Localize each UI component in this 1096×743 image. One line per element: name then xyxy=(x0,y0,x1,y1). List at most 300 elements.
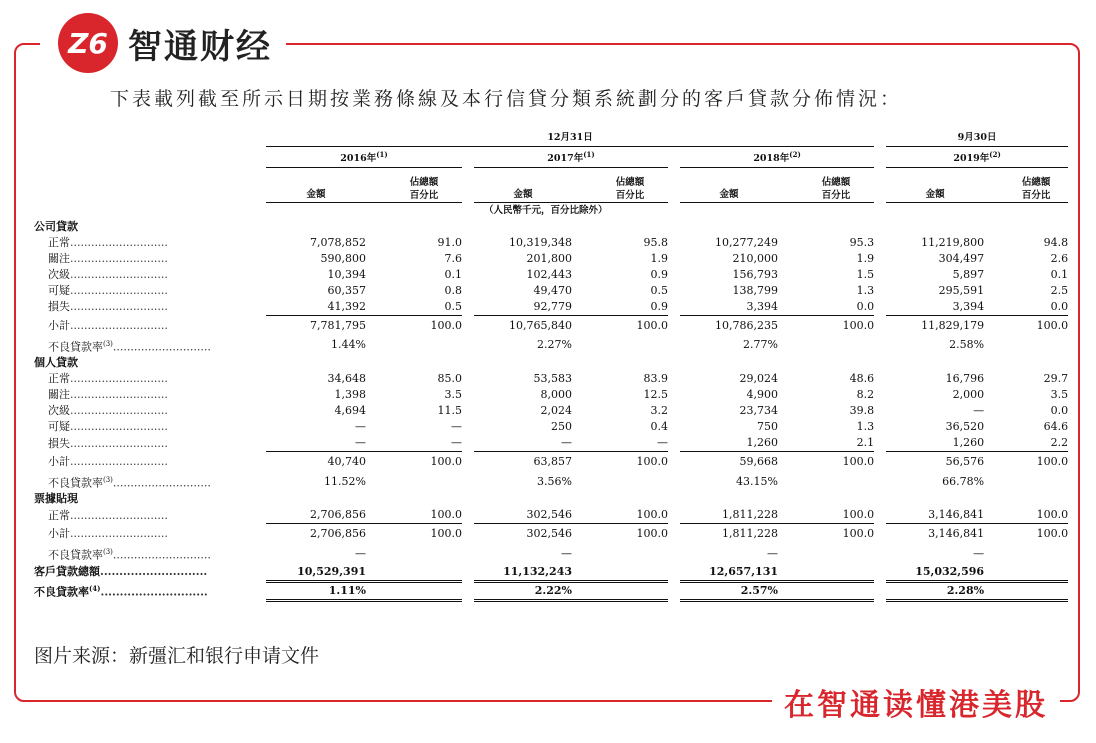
row-label xyxy=(34,564,266,582)
table-cell xyxy=(874,581,886,601)
npl-rate-cell: 2.58% xyxy=(949,338,985,352)
pct-header-line1: 佔總額 xyxy=(1021,177,1051,189)
pct-header-line1: 佔總額 xyxy=(615,177,645,189)
percent-cell: 1.9 xyxy=(856,252,875,266)
percent-cell: 100.0 xyxy=(842,508,875,522)
table-cell xyxy=(572,355,668,371)
npl-spacer xyxy=(984,336,1068,356)
table-cell xyxy=(462,203,474,220)
table-cell xyxy=(668,524,680,544)
percent-cell: 29.7 xyxy=(1043,372,1069,386)
amount-cell: 10,765,840 xyxy=(474,316,572,336)
percent-cell: — xyxy=(451,436,462,450)
leader-dots: ............................ xyxy=(70,454,168,468)
subtotal-row xyxy=(34,524,1068,544)
pct-header-line2: 百分比 xyxy=(821,190,851,202)
amount-cell: 63,857 xyxy=(474,452,572,472)
table-cell xyxy=(874,203,886,220)
table-cell xyxy=(462,168,474,203)
table-cell xyxy=(34,168,266,203)
table-row xyxy=(34,419,1068,435)
amount-cell: 250 xyxy=(551,420,572,434)
npl-spacer xyxy=(572,544,668,564)
percent-column-header xyxy=(366,168,462,203)
amount-cell: 7,078,852 xyxy=(310,236,366,250)
table-cell xyxy=(874,283,886,299)
table-cell xyxy=(874,219,886,235)
percent-cell: 3.5 xyxy=(444,388,462,402)
table-cell xyxy=(462,507,474,524)
unit-note-row xyxy=(34,203,1068,220)
npl-rate-row xyxy=(34,544,1068,564)
year-header xyxy=(680,147,874,168)
npl-spacer xyxy=(572,581,668,601)
table-cell xyxy=(874,507,886,524)
percent-cell: 100.0 xyxy=(572,452,668,472)
table-row xyxy=(34,507,1068,524)
table-cell xyxy=(462,564,474,582)
amount-cell: 3,394 xyxy=(952,300,985,314)
table-cell xyxy=(874,472,886,492)
total-amount-cell: 10,529,391 xyxy=(266,564,366,582)
npl-spacer xyxy=(572,472,668,492)
row-label-text: 不良貸款率 xyxy=(48,476,103,490)
percent-cell: 94.8 xyxy=(1043,236,1069,250)
table-cell xyxy=(984,219,1068,235)
percent-column-header xyxy=(778,168,874,203)
table-cell xyxy=(778,355,874,371)
amount-cell: 4,694 xyxy=(334,404,366,418)
percent-cell: 1.3 xyxy=(856,284,875,298)
row-label-text: 次級 xyxy=(48,268,70,282)
leader-dots: ............................ xyxy=(70,508,168,522)
amount-cell: 4,900 xyxy=(746,388,778,402)
header-column-row xyxy=(34,168,1068,203)
table-row xyxy=(34,267,1068,283)
amount-cell: — xyxy=(355,420,366,434)
table-cell xyxy=(668,283,680,299)
table-cell xyxy=(874,435,886,452)
year-header xyxy=(886,147,1068,168)
npl-spacer xyxy=(778,472,874,492)
percent-cell: 91.0 xyxy=(437,236,462,250)
row-label xyxy=(34,435,266,452)
percent-cell: 8.2 xyxy=(856,388,875,402)
table-cell xyxy=(668,564,680,582)
table-cell xyxy=(462,299,474,316)
table-cell xyxy=(462,452,474,472)
table-cell xyxy=(874,147,886,168)
amount-cell: 2,024 xyxy=(540,404,572,418)
amount-cell: 3,146,841 xyxy=(886,524,984,544)
table-cell xyxy=(462,267,474,283)
row-label xyxy=(34,235,266,251)
row-label xyxy=(34,371,266,387)
leader-dots: ............................ xyxy=(70,300,168,314)
table-cell xyxy=(874,355,886,371)
amount-cell: 10,319,348 xyxy=(509,236,572,250)
table-cell xyxy=(668,452,680,472)
amount-cell: 156,793 xyxy=(732,268,778,282)
year-label: 2018年 xyxy=(753,153,790,165)
percent-cell: 0.8 xyxy=(444,284,462,298)
table-cell xyxy=(874,251,886,267)
npl-rate-cell: 2.77% xyxy=(743,338,778,352)
amount-cell: — xyxy=(561,436,572,450)
percent-cell: 0.9 xyxy=(650,300,668,314)
percent-cell: 85.0 xyxy=(437,372,462,386)
table-cell xyxy=(874,491,886,507)
percent-cell: 100.0 xyxy=(778,316,874,336)
leader-dots: ............................ xyxy=(70,388,168,402)
slogan-part-b: 读懂港美股 xyxy=(883,688,1048,723)
pct-header-line1: 佔總額 xyxy=(409,177,439,189)
section-title-row xyxy=(34,491,1068,507)
row-label xyxy=(34,267,266,283)
row-label xyxy=(34,419,266,435)
table-row xyxy=(34,435,1068,452)
amount-cell: 59,668 xyxy=(680,452,778,472)
percent-cell: 0.9 xyxy=(650,268,668,282)
leader-dots: ............................ xyxy=(100,565,208,579)
total-spacer xyxy=(984,564,1068,582)
total-amount-cell: 11,132,243 xyxy=(474,564,572,582)
amount-cell: 5,897 xyxy=(952,268,985,282)
section-title: 票據貼現 xyxy=(34,492,78,506)
leader-dots: ............................ xyxy=(70,284,168,298)
npl-rate-cell: 3.56% xyxy=(537,474,572,488)
npl-spacer xyxy=(778,544,874,564)
amount-cell: 10,786,235 xyxy=(680,316,778,336)
table-cell xyxy=(668,581,680,601)
amount-cell: 304,497 xyxy=(938,252,985,266)
leader-dots: ............................ xyxy=(70,526,168,540)
amount-cell: 2,706,856 xyxy=(310,508,366,522)
row-label-text: 小計 xyxy=(48,526,70,540)
amount-cell: 53,583 xyxy=(533,372,572,386)
row-label-text: 正常 xyxy=(48,236,70,250)
npl-rate-cell: 2.22% xyxy=(474,581,572,601)
table-cell xyxy=(462,355,474,371)
percent-cell: 100.0 xyxy=(1036,508,1069,522)
row-label xyxy=(34,452,266,472)
amount-cell: 56,576 xyxy=(886,452,984,472)
row-label-text: 損失 xyxy=(48,300,70,314)
table-row xyxy=(34,387,1068,403)
percent-cell: 1.9 xyxy=(650,252,668,266)
table-cell xyxy=(668,219,680,235)
percent-cell: 39.8 xyxy=(849,404,875,418)
table-cell xyxy=(366,203,462,220)
row-label xyxy=(34,336,266,356)
amount-cell: 2,706,856 xyxy=(266,524,366,544)
row-label xyxy=(34,403,266,419)
npl-rate-cell: 2.27% xyxy=(537,338,572,352)
percent-cell: — xyxy=(451,420,462,434)
row-label-text: 可疑 xyxy=(48,284,70,298)
year-label: 2019年 xyxy=(953,153,990,165)
amount-cell: 1,260 xyxy=(952,436,985,450)
table-cell xyxy=(266,355,366,371)
section-title-row xyxy=(34,355,1068,371)
percent-cell: 0.5 xyxy=(650,284,668,298)
period-sep-header: 9月30日 xyxy=(886,130,1068,147)
table-cell xyxy=(462,251,474,267)
table-cell xyxy=(874,130,886,147)
table-cell xyxy=(984,491,1068,507)
percent-cell: 100.0 xyxy=(984,316,1068,336)
footnote-marker: (1) xyxy=(583,150,595,159)
table-cell xyxy=(474,355,572,371)
amount-cell: 11,829,179 xyxy=(886,316,984,336)
amount-cell: 34,648 xyxy=(327,372,366,386)
amount-cell: 750 xyxy=(757,420,778,434)
row-label-text: 次級 xyxy=(48,404,70,418)
table-cell xyxy=(874,452,886,472)
table-cell xyxy=(34,203,266,220)
npl-spacer xyxy=(778,581,874,601)
amount-cell: — xyxy=(973,404,985,418)
table-cell xyxy=(984,203,1068,220)
table-cell xyxy=(886,491,984,507)
npl-rate-cell: — xyxy=(561,546,572,560)
percent-cell: 48.6 xyxy=(849,372,875,386)
npl-spacer xyxy=(984,581,1068,601)
npl-rate-cell: 2.28% xyxy=(886,581,984,601)
table-cell xyxy=(778,219,874,235)
table-cell xyxy=(874,235,886,251)
table-cell xyxy=(874,387,886,403)
table-cell xyxy=(668,371,680,387)
section-title: 公司貸款 xyxy=(34,220,78,234)
table-row xyxy=(34,371,1068,387)
amount-cell: 1,811,228 xyxy=(680,524,778,544)
table-cell xyxy=(462,283,474,299)
percent-cell: 2.1 xyxy=(856,436,875,450)
table-cell xyxy=(366,491,462,507)
npl-spacer xyxy=(984,472,1068,492)
amount-column-header: 金額 xyxy=(266,168,366,203)
amount-cell: 3,394 xyxy=(746,300,778,314)
table-row xyxy=(34,299,1068,316)
period-dec-header: 12月31日 xyxy=(266,130,874,147)
section-title: 個人貸款 xyxy=(34,356,78,370)
percent-cell: 95.8 xyxy=(643,236,668,250)
unit-note: （人民幣千元，百分比除外） xyxy=(484,205,608,217)
leader-dots: ............................ xyxy=(70,252,168,266)
table-cell xyxy=(462,387,474,403)
amount-column-header: 金額 xyxy=(886,168,984,203)
year-header xyxy=(474,147,668,168)
percent-cell: 3.2 xyxy=(650,404,668,418)
row-label-text: 正常 xyxy=(48,508,70,522)
percent-cell: 100.0 xyxy=(430,508,462,522)
row-label-text: 小計 xyxy=(48,318,70,332)
table-cell xyxy=(874,371,886,387)
npl-spacer xyxy=(572,336,668,356)
row-label xyxy=(34,472,266,492)
pct-header-line1: 佔總額 xyxy=(821,177,851,189)
percent-cell: 0.0 xyxy=(856,300,875,314)
table-cell xyxy=(474,219,572,235)
npl-spacer xyxy=(366,472,462,492)
row-label xyxy=(34,299,266,316)
npl-rate-cell: 1.11% xyxy=(266,581,366,601)
npl-rate-row xyxy=(34,472,1068,492)
table-cell xyxy=(462,403,474,419)
footnote-marker: (3) xyxy=(103,339,113,348)
table-cell xyxy=(668,544,680,564)
amount-cell: 302,546 xyxy=(526,508,572,522)
row-label-text: 不良貸款率 xyxy=(48,340,103,354)
table-cell xyxy=(462,581,474,601)
npl-rate-row xyxy=(34,581,1068,601)
table-row xyxy=(34,283,1068,299)
total-spacer xyxy=(572,564,668,582)
npl-spacer xyxy=(366,336,462,356)
table-cell xyxy=(984,355,1068,371)
percent-cell: 100.0 xyxy=(984,524,1068,544)
table-cell xyxy=(668,419,680,435)
table-cell xyxy=(874,524,886,544)
header-blank xyxy=(34,130,266,147)
total-spacer xyxy=(778,564,874,582)
npl-spacer xyxy=(366,544,462,564)
loan-distribution-table xyxy=(34,130,1068,602)
footnote-marker: (3) xyxy=(103,547,113,556)
row-label-text: 不良貸款率 xyxy=(48,548,103,562)
table-cell xyxy=(572,219,668,235)
percent-cell: 11.5 xyxy=(437,404,462,418)
table-cell xyxy=(874,336,886,356)
table-cell xyxy=(668,387,680,403)
footnote-marker: (3) xyxy=(103,475,113,484)
table-cell xyxy=(668,491,680,507)
percent-cell: 0.1 xyxy=(444,268,462,282)
percent-cell: 0.1 xyxy=(1050,268,1069,282)
amount-cell: 40,740 xyxy=(266,452,366,472)
amount-cell: 302,546 xyxy=(474,524,572,544)
percent-cell: 0.4 xyxy=(650,420,668,434)
row-label xyxy=(34,544,266,564)
table-cell xyxy=(462,316,474,336)
brand-name: 智通财经 xyxy=(128,26,272,67)
leader-dots: ............................ xyxy=(70,236,168,250)
table-row xyxy=(34,251,1068,267)
table-cell xyxy=(874,419,886,435)
table-cell xyxy=(462,419,474,435)
year-label: 2017年 xyxy=(547,153,584,165)
table-cell xyxy=(668,235,680,251)
total-amount-cell: 12,657,131 xyxy=(680,564,778,582)
row-label xyxy=(34,251,266,267)
leader-dots: ............................ xyxy=(70,436,168,450)
leader-dots: ............................ xyxy=(112,476,211,490)
footnote-marker: (1) xyxy=(376,150,388,159)
row-label xyxy=(34,581,266,601)
total-spacer xyxy=(366,564,462,582)
row-label-text: 損失 xyxy=(48,436,70,450)
leader-dots: ............................ xyxy=(100,585,208,599)
percent-cell: 95.3 xyxy=(849,236,875,250)
percent-cell: 2.2 xyxy=(1050,436,1069,450)
table-row xyxy=(34,403,1068,419)
brand-logo xyxy=(40,8,286,78)
table-cell xyxy=(668,251,680,267)
percent-cell: 0.0 xyxy=(1050,404,1069,418)
table-cell xyxy=(668,507,680,524)
percent-cell: 100.0 xyxy=(572,316,668,336)
percent-cell: 7.6 xyxy=(444,252,462,266)
image-source-note: 图片来源：新彊汇和银行申请文件 xyxy=(34,645,320,667)
amount-cell: 36,520 xyxy=(945,420,985,434)
table-cell xyxy=(474,491,572,507)
leader-dots: ............................ xyxy=(70,420,168,434)
row-label xyxy=(34,316,266,336)
amount-cell: 10,277,249 xyxy=(715,236,778,250)
npl-spacer xyxy=(778,336,874,356)
amount-cell: 2,000 xyxy=(952,388,985,402)
table-cell xyxy=(668,435,680,452)
amount-cell: 23,734 xyxy=(739,404,778,418)
percent-cell: 100.0 xyxy=(572,524,668,544)
table-cell xyxy=(462,147,474,168)
amount-cell: 138,799 xyxy=(732,284,778,298)
section-title-row xyxy=(34,219,1068,235)
table-cell xyxy=(874,544,886,564)
table-cell xyxy=(366,355,462,371)
amount-cell: 60,357 xyxy=(327,284,366,298)
table-cell xyxy=(34,147,266,168)
table-cell xyxy=(668,472,680,492)
footnote-marker: (2) xyxy=(989,150,1001,159)
percent-cell: 3.5 xyxy=(1050,388,1069,402)
amount-cell: 1,398 xyxy=(334,388,366,402)
row-label xyxy=(34,524,266,544)
table-cell xyxy=(680,355,778,371)
percent-cell: 100.0 xyxy=(366,452,462,472)
leader-dots: ............................ xyxy=(70,372,168,386)
table-cell xyxy=(266,203,366,220)
amount-cell: 201,800 xyxy=(526,252,572,266)
table-cell xyxy=(668,299,680,316)
amount-cell: 11,219,800 xyxy=(921,236,985,250)
slogan-part-a: 在智通 xyxy=(784,688,883,723)
percent-cell: 100.0 xyxy=(636,508,668,522)
percent-cell: 2.5 xyxy=(1050,284,1069,298)
percent-column-header xyxy=(572,168,668,203)
percent-cell: 100.0 xyxy=(366,524,462,544)
table-cell xyxy=(874,403,886,419)
table-cell xyxy=(668,168,680,203)
pct-header-line2: 百分比 xyxy=(1021,190,1051,202)
amount-cell: 1,260 xyxy=(746,436,778,450)
table-cell xyxy=(462,235,474,251)
amount-cell: 295,591 xyxy=(938,284,985,298)
pct-header-line2: 百分比 xyxy=(615,190,645,202)
table-cell xyxy=(886,219,984,235)
npl-rate-cell: — xyxy=(973,546,985,560)
percent-cell: 1.3 xyxy=(856,420,875,434)
table-row xyxy=(34,235,1068,251)
npl-rate-cell: 66.78% xyxy=(942,474,985,488)
table-cell xyxy=(366,219,462,235)
table-cell xyxy=(462,544,474,564)
amount-cell: 41,392 xyxy=(327,300,366,314)
table-cell xyxy=(778,491,874,507)
amount-cell: 1,811,228 xyxy=(722,508,778,522)
table-cell xyxy=(668,355,680,371)
